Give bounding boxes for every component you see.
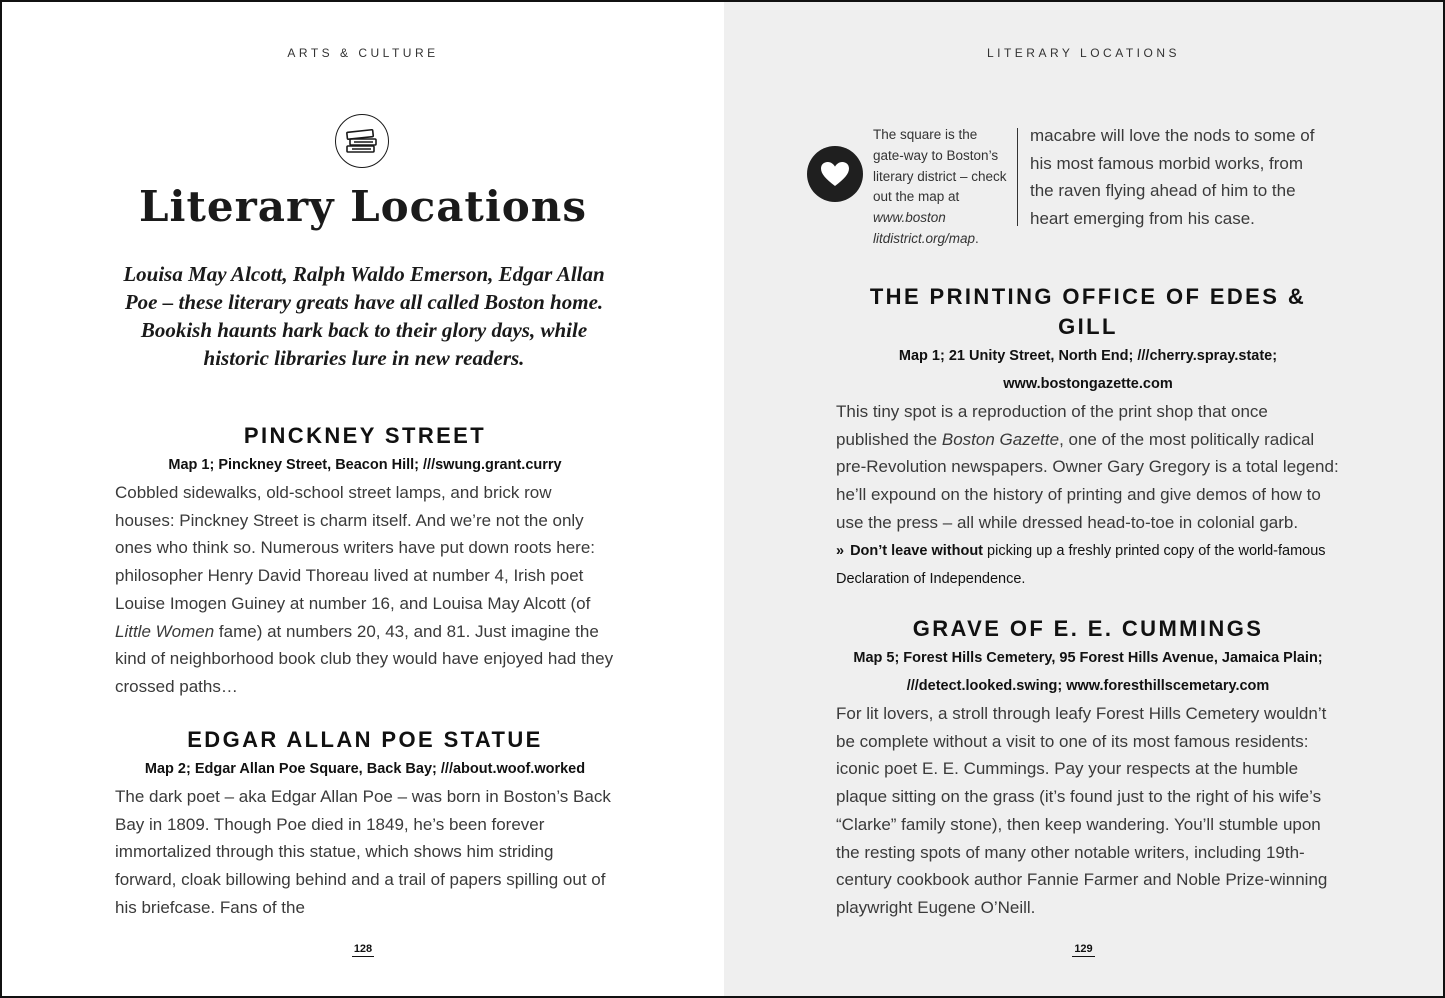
entry-pinckney-street (115, 421, 615, 701)
stacked-books-icon (335, 114, 389, 168)
entry-location: Map 1; 21 Unity Street, North End; ///cherry.spray.state; www.bostongazette.com (898, 348, 1278, 392)
heart-icon-graphic (820, 161, 850, 187)
page-number-right: 129 (1074, 943, 1093, 955)
right-page (724, 2, 1443, 996)
entry-printing-office (836, 282, 1340, 593)
entry-location: Map 2; Edgar Allan Poe Square, Back Bay; ///about.woof.worked (144, 761, 586, 777)
entry-location: Map 1; Pinckney Street, Beacon Hill; ///swung.grant.curry (168, 457, 562, 473)
page-number-left: 128 (353, 943, 373, 955)
entry-tip: » Don’t leave without picking up a freshly printed copy of the world-famous Declaration of Independence. (836, 542, 1326, 587)
chapter-title: Literary Locations (139, 182, 587, 231)
entry-body: This tiny spot is a reproduction of the print shop that once published the Boston Gazette, one of the most politically radical pre-Revolution newspapers. Owner Gary Gregory is a total legend: he’ll expound on the history of printing and give demos of how to use the press – all while dressed head-to-toe in colonial garb. (836, 402, 1339, 532)
stacked-books-icon-graphic (344, 126, 380, 156)
double-chevron-icon: » (836, 542, 845, 559)
sidebar-divider (1017, 128, 1018, 226)
sidebar-link[interactable]: www.boston litdistrict.org/map (873, 210, 976, 246)
running-head-left: ARTS & CULTURE (287, 46, 439, 60)
left-page (2, 2, 724, 996)
continued-text: macabre will love the nods to some of his most famous morbid works, from the raven flying ahead of him to the heart emerging from his case. (1030, 126, 1315, 229)
publication-title: Boston Gazette (941, 429, 1060, 449)
entry-body: For lit lovers, a stroll through leafy Forest Hills Cemetery wouldn’t be complete without a visit to one of its most famous residents: iconic poet E. E. Cummings. Pay your respects at the humble plaque sitting on the grass (it’s found just to the right of his wife’s “Clarke” family stone), then keep wandering. You’ll stumble upon the resting spots of many other notable writers, including 19th-century cookbook author Fannie Farmer and Noble Prize-winning playwright Eugene O’Neill. (836, 704, 1328, 917)
entry-body: The dark poet – aka Edgar Allan Poe – was born in Boston’s Back Bay in 1809. Though Poe died in 1849, he’s been forever immortalized through this statue, which shows him striding forward, cloak billowing behind and a trail of papers spilling out of his briefcase. Fans of the (115, 787, 611, 917)
chapter-intro: Louisa May Alcott, Ralph Waldo Emerson, Edgar Allan Poe – these literary greats have all called Boston home. Bookish haunts hark back to their glory days, while historic libraries lure in new readers. (123, 262, 605, 370)
entry-edgar-allan-poe-statue (115, 725, 615, 922)
heart-icon (807, 146, 863, 202)
sidebar-note: The square is the gate-way to Boston’s literary district – check out the map at www.boston litdistrict.org/map. (873, 127, 1007, 246)
entry-title: GRAVE OF E. E. CUMMINGS (912, 616, 1264, 641)
entry-location: Map 5; Forest Hills Cemetery, 95 Forest Hills Avenue, Jamaica Plain; ///detect.looked.swing; www.foresthillscemetary.com (853, 650, 1323, 694)
entry-body: Cobbled sidewalks, old-school street lamps, and brick row houses: Pinckney Street is charm itself. And we’re not the only ones who think so. Numerous writers have put down roots here: philosopher Henry David Thoreau lived at number 4, Irish poet Louise Imogen Guiney at number 16, and Louisa May Alcott (of Little Women fame) at numbers 20, 43, and 81. Just imagine the kind of neighborhood book club they would have enjoyed had they crossed paths… (115, 483, 614, 696)
entry-title: THE PRINTING OFFICE OF EDES & GILL (869, 284, 1307, 339)
entry-title: PINCKNEY STREET (243, 423, 487, 448)
running-head-right: LITERARY LOCATIONS (986, 46, 1181, 60)
entry-title: EDGAR ALLAN POE STATUE (187, 727, 543, 752)
book-title: Little Women (115, 621, 215, 641)
tip-lead: Don’t leave without (850, 542, 983, 559)
entry-grave-ee-cummings (836, 614, 1340, 922)
